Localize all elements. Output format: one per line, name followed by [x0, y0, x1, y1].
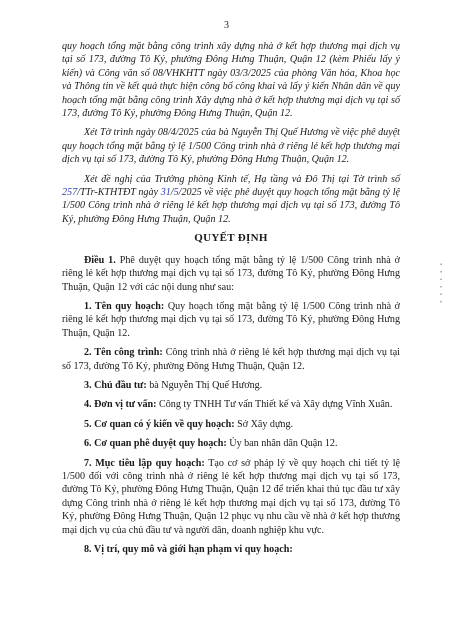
handwritten-day: 31	[160, 187, 171, 199]
item-label: 6. Cơ quan phê duyệt quy hoạch:	[84, 438, 227, 450]
item-text: Công trình nhà ở riêng lẻ kết hợp thương mại dịch vụ tại số 173, đường Tô Ký, phường Đông Hưng Thuận, Quận 12.	[62, 347, 400, 372]
margin-stamp-mark: ▪ ▪ ▪ ▪ ▪ ▪	[438, 262, 444, 306]
item-text: Sở Xây dựng.	[234, 418, 294, 430]
item-1	[62, 300, 400, 340]
item-8	[62, 543, 400, 556]
item-text: Quy hoạch tổng mặt bằng tỷ lệ 1/500 Công trình nhà ở riêng lẻ kết hợp thương mại dịch vụ tại số 173, đường Tô Ký, phường Đông Hưng Thuận, Quận 12.	[62, 300, 400, 339]
article-1	[62, 254, 400, 294]
item-label: 3. Chủ đầu tư:	[84, 379, 147, 391]
proposal-text-end: /2025 về việc phê duyệt quy hoạch tổng mặt bằng tỷ lệ 1/500 Công trình nhà ở riêng lẻ kết hợp thương mại dịch vụ tại số 173, đường Tô Ký, phường Đông Hưng Thuận, Quận 12.	[62, 187, 400, 225]
item-text: bà Nguyễn Thị Quế Hương.	[146, 379, 263, 391]
item-3	[62, 379, 400, 392]
article-1-label: Điều 1.	[84, 254, 116, 266]
item-text: Tạo cơ sở pháp lý về quy hoạch chi tiết tỷ lệ 1/500 đối với công trình nhà ở riêng lẻ kết hợp thương mại dịch vụ tại số 173, đường Tô Ký, phường Đông Hưng Thuận, Quận 12 để triển khai thủ tục đầu tư xây dựng Công trình nhà ở riêng lẻ kết hợp thương mại dịch vụ tại số 173, đường Tô Ký, phường Đông Hưng Thuận, Quận 12 phục vụ nhu cầu về nhà ở kết hợp thương mại dịch vụ của chủ đầu tư và người dân, doanh nghiệp khu vực.	[62, 457, 400, 536]
page-number: 3	[224, 20, 229, 31]
item-label: 5. Cơ quan có ý kiến về quy hoạch:	[84, 418, 235, 430]
item-label: 7. Mục tiêu lập quy hoạch:	[84, 457, 205, 469]
handwritten-month: 5	[173, 187, 179, 199]
item-4	[62, 398, 400, 411]
proposal-text-mid: /TTr-KTHTĐT ngày	[77, 187, 161, 199]
decision-heading: QUYẾT ĐỊNH	[194, 232, 268, 245]
proposal-text-start: Xét đề nghị của Trưởng phòng Kinh tế, Hạ tầng và Đô Thị tại Tờ trình số	[84, 173, 400, 185]
paragraph-proposal	[62, 173, 400, 227]
item-label: 1. Tên quy hoạch:	[84, 300, 165, 312]
item-2	[62, 346, 400, 373]
article-1-text: Phê duyệt quy hoạch tổng mặt bằng tỷ lệ 1/500 Công trình nhà ở riêng lẻ kết hợp thương mại dịch vụ tại số 173, đường Tô Ký, phường Đông Hưng Thuận, Quận 12 với các nội dung như sau:	[62, 254, 400, 293]
item-7	[62, 457, 400, 537]
item-label: 2. Tên công trình:	[84, 347, 163, 359]
proposal-slash: /	[170, 187, 174, 199]
item-label: 4. Đơn vị tư vấn:	[84, 399, 157, 411]
item-label: 8. Vị trí, quy mô và giới hạn phạm vi quy hoạch:	[84, 544, 293, 555]
paragraph-continuation: quy hoạch tổng mặt bằng công trình xây dựng nhà ở kết hợp thương mại dịch vụ tại số 173, đường Tô Ký, phường Đông Hưng Thuận, Quận 12 (kèm Phiếu lấy ý kiến) và Công văn số 08/VHKHTT ngày 03/3/2025 của phòng Văn hóa, Khoa học và Thông tin về kết quả thực hiện công bố công khai và lấy ý kiến Nhân dân về quy hoạch tổng mặt bằng công trình Xây dựng nhà ở kết hợp thương mại dịch vụ tại số 173, đường Tô Ký, phường Đông Hưng Thuận, Quận 12.	[62, 41, 400, 120]
item-6	[62, 437, 400, 450]
item-text: Ủy ban nhân dân Quận 12.	[226, 438, 338, 450]
item-text: Công ty TNHH Tư vấn Thiết kế và Xây dựng Vĩnh Xuân.	[156, 399, 393, 411]
item-5	[62, 418, 400, 431]
handwritten-number: 257	[62, 187, 78, 199]
paragraph-submission: Xét Tờ trình ngày 08/4/2025 của bà Nguyễn Thị Quế Hương về việc phê duyệt quy hoạch tổng mặt bằng tỷ lệ 1/500 Công trình nhà ở riêng lẻ kết hợp thương mại dịch vụ tại số 173, đường Tô Ký, phường Đông Hưng Thuận, Quận 12.	[62, 127, 400, 166]
document-body	[62, 40, 400, 562]
